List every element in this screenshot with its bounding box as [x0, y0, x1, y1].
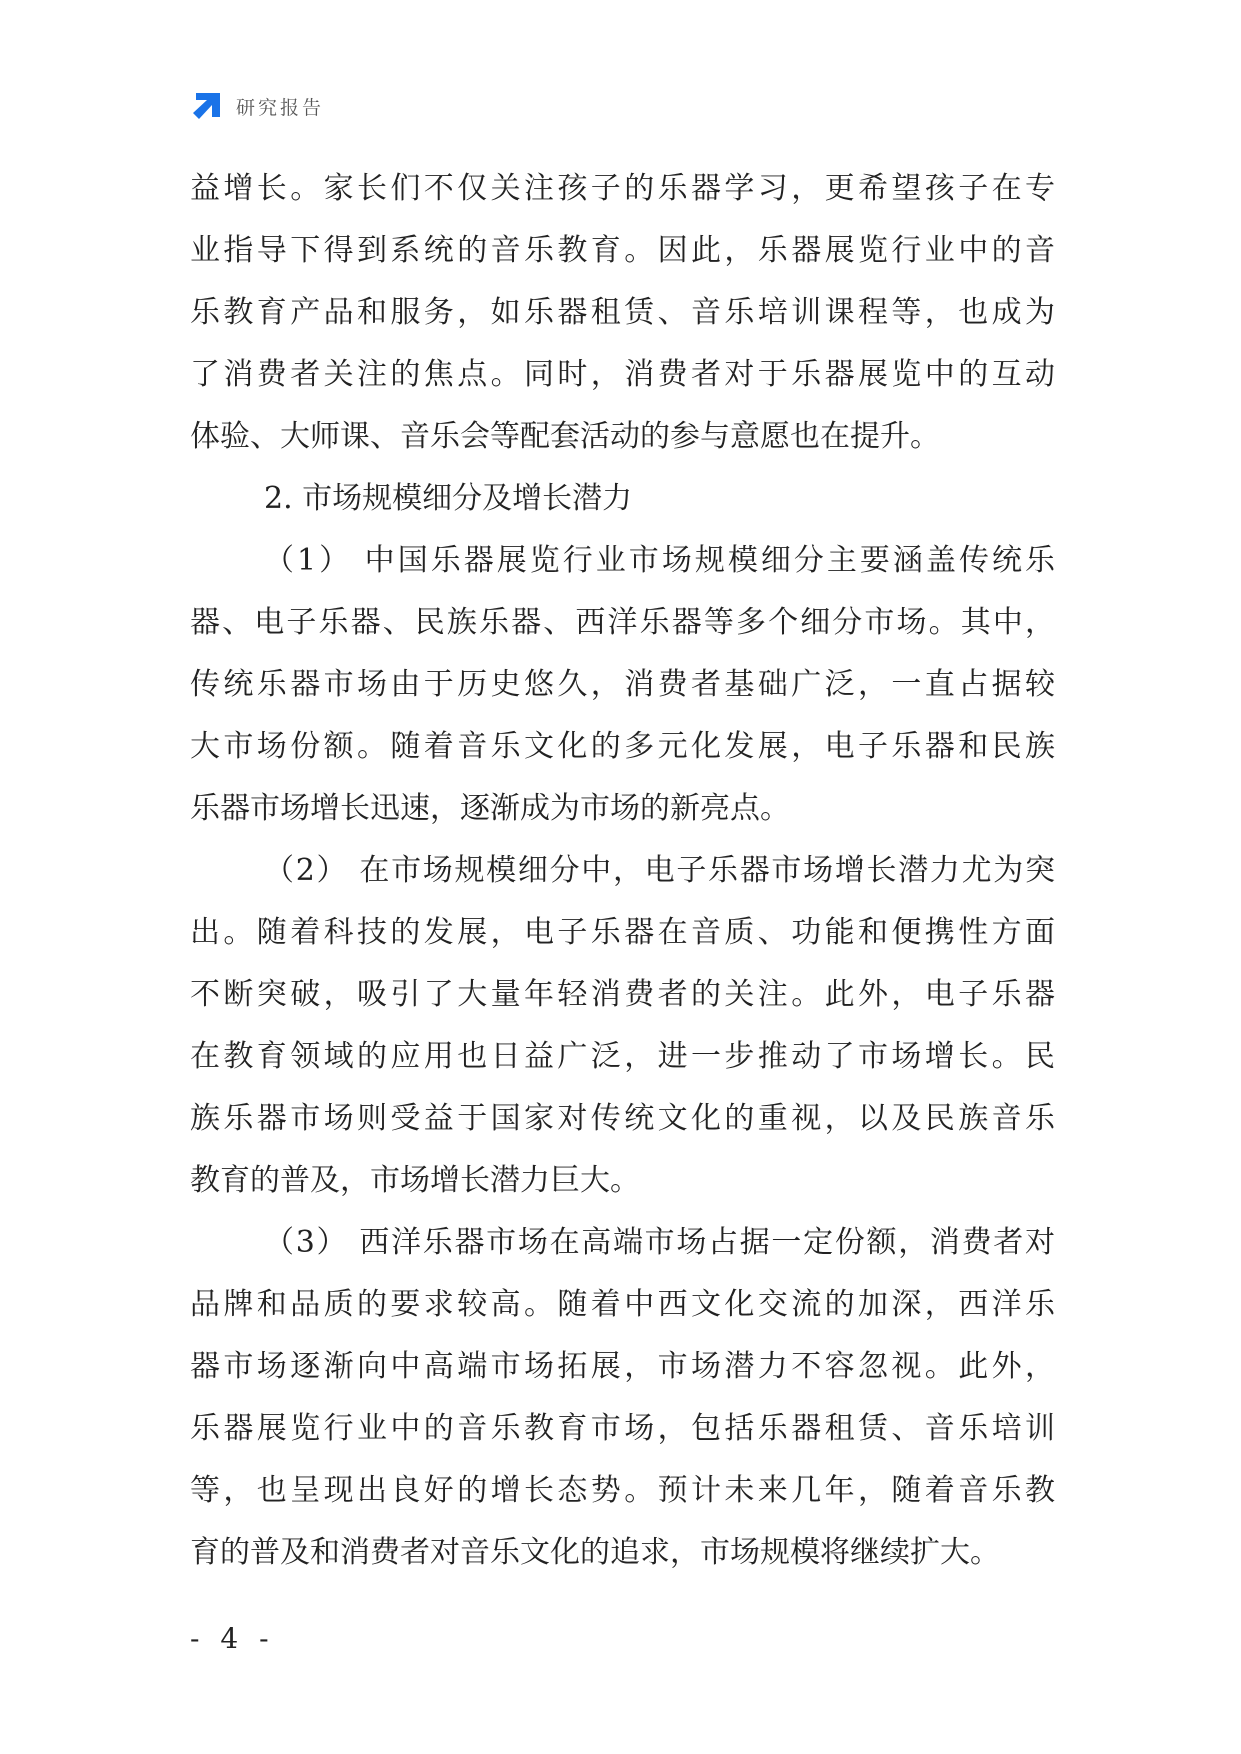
text-line: 体验、大师课、音乐会等配套活动的参与意愿也在提升。 [190, 419, 940, 454]
text-line: 乐器展览行业中的音乐教育市场，包括乐器租赁、音乐培训 [190, 1411, 1055, 1446]
body-text [190, 158, 1055, 1584]
text-line: 出。随着科技的发展，电子乐器在音质、功能和便携性方面 [190, 915, 1055, 950]
text-line: （2） 在市场规模细分中，电子乐器市场增长潜力尤为突 [264, 853, 1055, 888]
report-header [190, 86, 324, 126]
text-line: 不断突破，吸引了大量年轻消费者的关注。此外，电子乐器 [190, 977, 1055, 1012]
text-line: 教育的普及，市场增长潜力巨大。 [190, 1163, 640, 1198]
text-line: 传统乐器市场由于历史悠久，消费者基础广泛，一直占据较 [190, 667, 1055, 702]
header-title: 研究报告 [236, 96, 325, 119]
brand-arrow-icon [190, 89, 224, 123]
text-line: 器、电子乐器、民族乐器、西洋乐器等多个细分市场。其中， [190, 605, 1055, 640]
text-line: 乐教育产品和服务，如乐器租赁、音乐培训课程等，也成为 [190, 295, 1055, 330]
text-line: 业指导下得到系统的音乐教育。因此，乐器展览行业中的音 [190, 233, 1055, 268]
page-number: - 4 - [190, 1622, 275, 1655]
section-heading: 2. 市场规模细分及增长潜力 [264, 481, 633, 516]
text-line: （3） 西洋乐器市场在高端市场占据一定份额，消费者对 [264, 1225, 1055, 1260]
text-line: 品牌和品质的要求较高。随着中西文化交流的加深，西洋乐 [190, 1287, 1055, 1322]
text-line: 等，也呈现出良好的增长态势。预计未来几年，随着音乐教 [190, 1473, 1055, 1508]
text-line: 了消费者关注的焦点。同时，消费者对于乐器展览中的互动 [190, 357, 1055, 392]
text-line: 益增长。家长们不仅关注孩子的乐器学习，更希望孩子在专 [190, 171, 1055, 206]
text-line: 器市场逐渐向中高端市场拓展，市场潜力不容忽视。此外， [190, 1349, 1055, 1384]
text-line: 在教育领域的应用也日益广泛，进一步推动了市场增长。民 [190, 1039, 1055, 1074]
text-line: 育的普及和消费者对音乐文化的追求，市场规模将继续扩大。 [190, 1535, 1000, 1570]
text-line: 族乐器市场则受益于国家对传统文化的重视，以及民族音乐 [190, 1101, 1055, 1136]
text-line: （1） 中国乐器展览行业市场规模细分主要涵盖传统乐 [264, 543, 1055, 578]
text-line: 乐器市场增长迅速，逐渐成为市场的新亮点。 [190, 791, 790, 826]
text-line: 大市场份额。随着音乐文化的多元化发展，电子乐器和民族 [190, 729, 1055, 764]
